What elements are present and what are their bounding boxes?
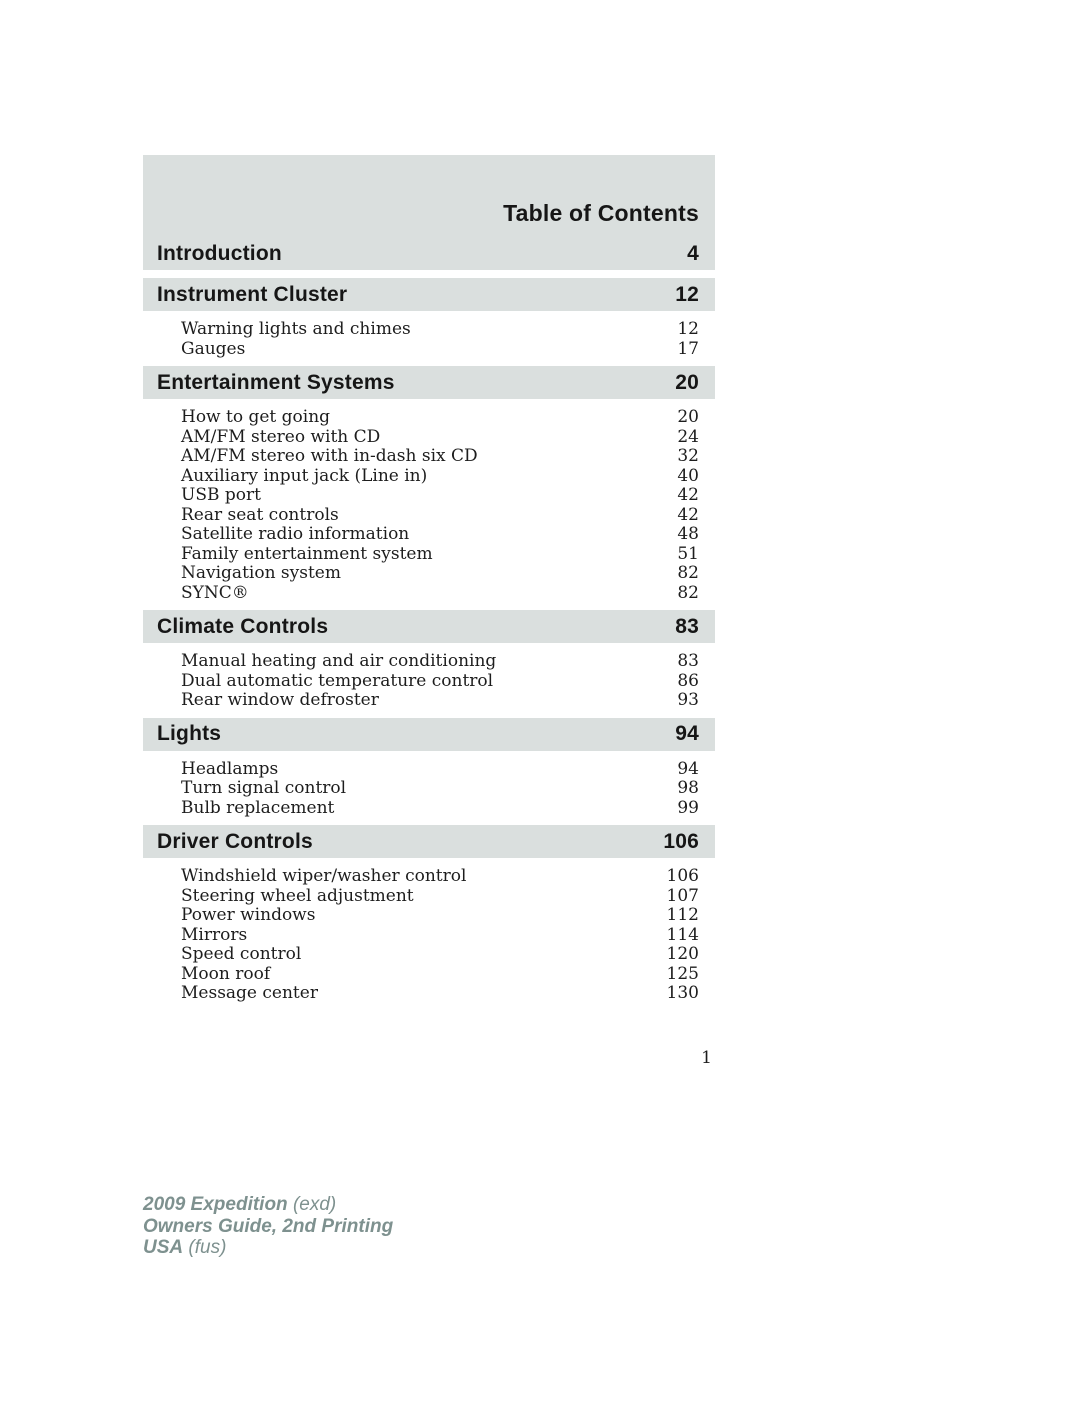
section-page-number: 4 bbox=[687, 241, 699, 265]
toc-entry bbox=[181, 965, 699, 985]
entry-page-number: 17 bbox=[677, 338, 699, 359]
toc-entry bbox=[181, 906, 699, 926]
toc-entry bbox=[181, 926, 699, 946]
entry-label: Satellite radio information bbox=[181, 524, 410, 544]
entry-page-number: 42 bbox=[677, 485, 699, 505]
entry-page-number: 24 bbox=[677, 426, 699, 447]
footer-market-bold: USA bbox=[143, 1237, 184, 1258]
entry-page-number: 48 bbox=[677, 524, 699, 544]
section-items bbox=[143, 751, 715, 826]
section-header-entertainment-systems bbox=[143, 366, 715, 399]
toc-entry bbox=[181, 564, 699, 584]
footer-model-bold: 2009 Expedition bbox=[143, 1194, 288, 1215]
entry-page-number: 98 bbox=[677, 778, 699, 798]
entry-label: Auxiliary input jack (Line in) bbox=[181, 465, 428, 486]
entry-page-number: 93 bbox=[677, 690, 699, 710]
toc-entry bbox=[181, 545, 699, 565]
section-items bbox=[143, 311, 715, 366]
section-page-number: 106 bbox=[663, 829, 699, 853]
section-header-driver-controls bbox=[143, 825, 715, 858]
entry-page-number: 99 bbox=[677, 797, 699, 818]
entry-label: Dual automatic temperature control bbox=[181, 670, 494, 691]
toc-entry bbox=[181, 340, 699, 360]
toc-entry bbox=[181, 887, 699, 907]
entry-page-number: 83 bbox=[677, 651, 699, 671]
entry-label: Power windows bbox=[181, 905, 316, 925]
entry-label: SYNC® bbox=[181, 582, 249, 603]
toc-entry bbox=[181, 652, 699, 672]
entry-page-number: 82 bbox=[677, 563, 699, 583]
section-label: Entertainment Systems bbox=[157, 370, 395, 394]
page-title: Table of Contents bbox=[503, 200, 699, 226]
toc-entry bbox=[181, 691, 699, 711]
entry-page-number: 40 bbox=[677, 465, 699, 486]
section-label: Driver Controls bbox=[157, 829, 313, 853]
toc-entry bbox=[181, 779, 699, 799]
toc-entry bbox=[181, 525, 699, 545]
section-label: Lights bbox=[157, 722, 222, 745]
entry-label: Manual heating and air conditioning bbox=[181, 651, 497, 671]
toc-entry bbox=[181, 467, 699, 487]
entry-label: Bulb replacement bbox=[181, 797, 335, 818]
section-page-number: 12 bbox=[675, 282, 699, 306]
entry-label: Message center bbox=[181, 983, 318, 1003]
footer-market-code: (fus) bbox=[183, 1237, 227, 1258]
toc-entry bbox=[181, 408, 699, 428]
entry-page-number: 12 bbox=[677, 319, 699, 339]
toc-entry bbox=[181, 867, 699, 887]
section-page-number: 94 bbox=[675, 722, 699, 745]
entry-label: Rear window defroster bbox=[181, 690, 379, 710]
footer-model-code: (exd) bbox=[287, 1194, 337, 1215]
entry-label: AM/FM stereo with CD bbox=[181, 426, 381, 447]
section-label: Introduction bbox=[157, 241, 282, 265]
section-page-number: 20 bbox=[675, 370, 699, 394]
entry-page-number: 32 bbox=[677, 446, 699, 466]
entry-label: Moon roof bbox=[181, 963, 271, 984]
section-items bbox=[143, 643, 715, 718]
entry-label: How to get going bbox=[181, 407, 331, 427]
publication-footer bbox=[143, 1194, 393, 1259]
section-page-number: 83 bbox=[675, 614, 699, 638]
entry-page-number: 112 bbox=[666, 905, 699, 925]
entry-page-number: 42 bbox=[677, 504, 699, 525]
entry-page-number: 20 bbox=[677, 407, 699, 427]
toc-entry bbox=[181, 945, 699, 965]
toc-entry bbox=[181, 506, 699, 526]
entry-page-number: 114 bbox=[666, 924, 699, 945]
entry-page-number: 51 bbox=[677, 543, 699, 564]
section-items bbox=[143, 399, 715, 610]
footer-line-model bbox=[143, 1194, 393, 1216]
toc-entry bbox=[181, 799, 699, 819]
entry-page-number: 107 bbox=[666, 885, 699, 906]
section-items bbox=[143, 858, 715, 1011]
section-label: Instrument Cluster bbox=[157, 282, 348, 306]
entry-label: Rear seat controls bbox=[181, 504, 339, 525]
footer-line-market bbox=[143, 1237, 393, 1259]
entry-page-number: 130 bbox=[666, 983, 699, 1003]
footer-line-guide bbox=[143, 1216, 393, 1238]
table-of-contents bbox=[143, 155, 715, 1068]
footer-guide-bold: Owners Guide, 2nd Printing bbox=[143, 1215, 394, 1237]
entry-label: Steering wheel adjustment bbox=[181, 885, 414, 906]
entry-page-number: 125 bbox=[666, 963, 699, 984]
entry-label: Gauges bbox=[181, 338, 246, 359]
entry-page-number: 120 bbox=[666, 944, 699, 964]
entry-label: USB port bbox=[181, 485, 261, 505]
section-header-introduction bbox=[143, 237, 715, 270]
toc-entry bbox=[181, 984, 699, 1004]
section-label: Climate Controls bbox=[157, 614, 329, 638]
entry-label: Speed control bbox=[181, 944, 302, 964]
entry-label: Headlamps bbox=[181, 758, 279, 779]
entry-label: Turn signal control bbox=[181, 778, 347, 798]
entry-label: AM/FM stereo with in-dash six CD bbox=[181, 446, 478, 466]
entry-page-number: 86 bbox=[677, 670, 699, 691]
entry-label: Family entertainment system bbox=[181, 543, 433, 564]
toc-entry bbox=[181, 428, 699, 448]
section-header-climate-controls bbox=[143, 610, 715, 643]
section-header-lights bbox=[143, 718, 715, 751]
toc-entry bbox=[181, 760, 699, 780]
section-header-instrument-cluster bbox=[143, 278, 715, 311]
entry-label: Navigation system bbox=[181, 563, 341, 583]
entry-label: Windshield wiper/washer control bbox=[181, 866, 467, 886]
toc-title-band bbox=[143, 155, 715, 237]
toc-entry bbox=[181, 320, 699, 340]
toc-entry bbox=[181, 447, 699, 467]
toc-entry bbox=[181, 486, 699, 506]
toc-entry bbox=[181, 672, 699, 692]
toc-sections bbox=[143, 237, 715, 1011]
entry-page-number: 94 bbox=[677, 758, 699, 779]
toc-entry bbox=[181, 584, 699, 604]
entry-label: Warning lights and chimes bbox=[181, 319, 411, 339]
folio-page-number: 1 bbox=[701, 1047, 712, 1068]
entry-page-number: 106 bbox=[666, 866, 699, 886]
entry-label: Mirrors bbox=[181, 924, 248, 945]
entry-page-number: 82 bbox=[677, 582, 699, 603]
